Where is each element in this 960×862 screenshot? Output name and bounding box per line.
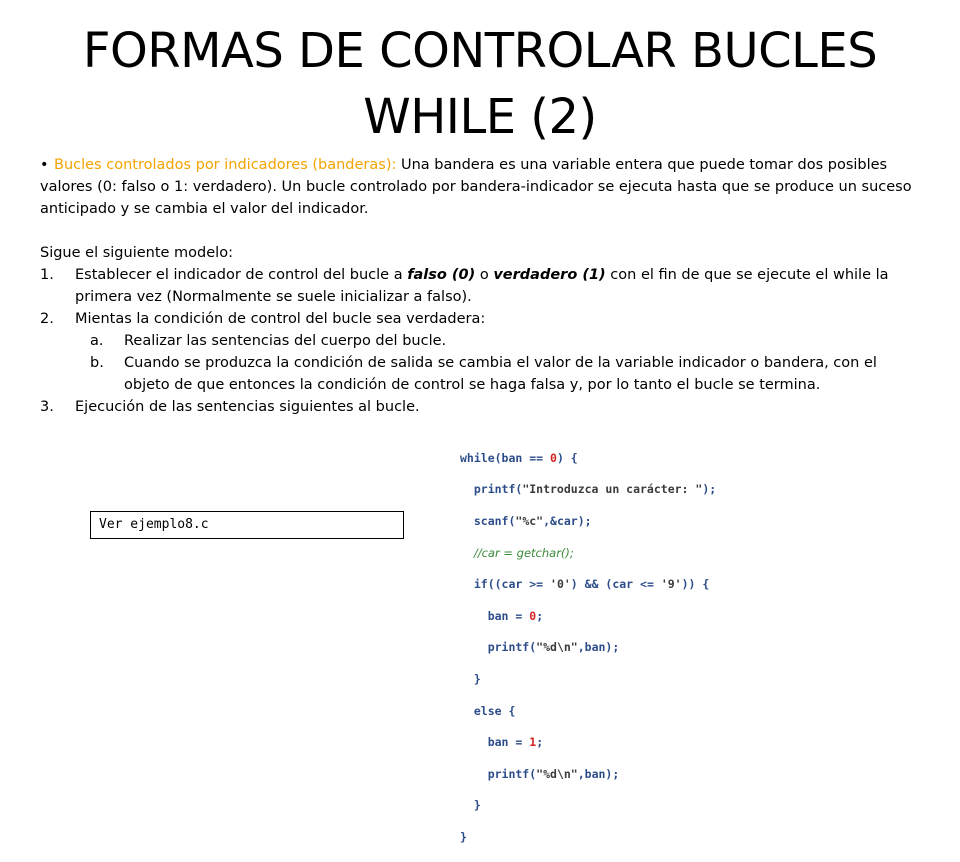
bullet-highlight: Bucles controlados por indicadores (banderas) (54, 157, 392, 173)
substep-b (40, 352, 920, 396)
title-line-1: FORMAS DE CONTROLAR BUCLES (82, 23, 878, 79)
code-line (460, 830, 806, 846)
step-1-pre: Establecer el indicador de control del bucle a (75, 267, 408, 283)
substep-letter: a. (90, 333, 104, 349)
code-comment: //car = getchar(); (473, 545, 574, 560)
code-keyword: ,ban); (577, 766, 620, 781)
code-keyword: else { (460, 703, 516, 718)
step-2 (40, 308, 920, 330)
code-keyword: ban = (460, 608, 530, 623)
step-1-mid: o (475, 267, 494, 283)
step-1-post: con el fin de que se ejecute el while la primera vez (Normalmente se suele inicializar a falso). (75, 267, 889, 305)
step-number: 2. (40, 311, 54, 327)
code-string: "%d\n" (536, 766, 578, 781)
code-keyword: printf( (460, 640, 537, 655)
substep-letter: b. (90, 355, 104, 371)
step-text: Mientas la condición de control del bucle sea verdadera: (75, 311, 486, 327)
code-line (460, 609, 806, 625)
step-1 (40, 264, 920, 308)
code-keyword: ) { (556, 450, 578, 465)
code-keyword: } (460, 829, 467, 844)
slide-content (40, 154, 920, 418)
code-line (460, 798, 806, 814)
code-string: "%d\n" (536, 640, 578, 655)
title-line-2: WHILE (2) (363, 89, 597, 145)
bullet-paragraph (40, 154, 920, 220)
code-line (460, 735, 806, 751)
code-keyword: } (460, 798, 481, 813)
code-keyword: while(ban == (460, 450, 551, 465)
code-snippet (446, 431, 806, 844)
step-1-true-label: verdadero (1) (493, 267, 606, 283)
code-line (460, 640, 806, 656)
code-line (460, 451, 806, 467)
step-number: 3. (40, 399, 54, 415)
code-keyword: scanf( (460, 513, 516, 528)
code-keyword: printf( (460, 766, 537, 781)
code-number: 0 (550, 450, 557, 465)
bullet-dot-icon: • (40, 157, 49, 173)
code-keyword: } (460, 671, 481, 686)
step-text (75, 264, 920, 308)
code-line (460, 514, 806, 530)
bullet-text: Una bandera es una variable entera que puede tomar dos posibles valores (0: falso o 1: verdadero). Un bucle controlado por bandera-indicador se ejecuta hasta que se produce un suceso anticipado y se cambia el valor del indicador. (40, 157, 912, 217)
substep-a (40, 330, 920, 352)
example-file-link[interactable]: Ver ejemplo8.c (90, 511, 404, 539)
code-string: "%c" (515, 513, 544, 528)
code-keyword: ; (536, 735, 544, 750)
code-keyword: if((car >= (460, 577, 551, 592)
step-number: 1. (40, 267, 54, 283)
substep-text: Realizar las sentencias del cuerpo del bucle. (124, 333, 447, 349)
step-3 (40, 396, 920, 418)
code-string: "Introduzca un carácter: " (522, 482, 703, 497)
model-intro: Sigue el siguiente modelo: (40, 245, 233, 261)
code-keyword: )) { (681, 577, 710, 592)
code-line (460, 672, 806, 688)
code-string: '9' (660, 577, 682, 592)
code-number: 1 (529, 735, 537, 750)
code-keyword: ); (702, 482, 717, 497)
step-text: Ejecución de las sentencias siguientes al bucle. (75, 399, 420, 415)
slide-title (40, 18, 920, 150)
code-line (460, 767, 806, 783)
step-1-false-label: falso (0) (407, 267, 476, 283)
code-keyword: ,ban); (577, 640, 620, 655)
code-keyword: ,&car); (543, 513, 592, 528)
code-number: 0 (529, 608, 537, 623)
code-keyword: ; (536, 608, 544, 623)
code-string: '0' (550, 577, 571, 592)
code-keyword: printf( (460, 482, 523, 497)
code-line (460, 482, 806, 498)
code-line (460, 546, 806, 562)
code-keyword: ban = (460, 735, 530, 750)
code-keyword: ) && (car <= (570, 577, 661, 592)
substep-text: Cuando se produzca la condición de salida se cambia el valor de la variable indicador o bandera, con el objeto de que entonces la condición de control se haga falsa y, por lo tanto el bucle se termina. (124, 355, 877, 393)
bullet-colon: : (391, 157, 397, 173)
code-line (460, 577, 806, 593)
code-line (460, 704, 806, 720)
